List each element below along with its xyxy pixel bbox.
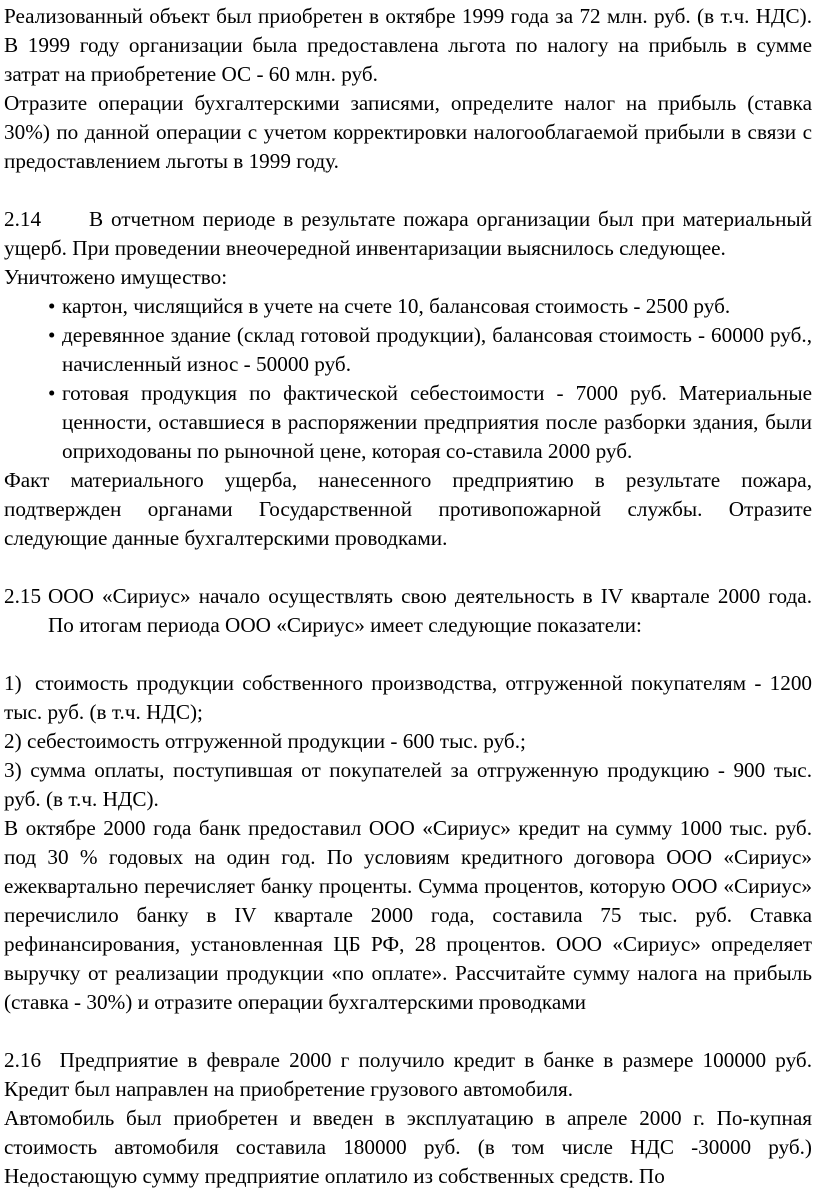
bullet-icon: • xyxy=(48,323,56,347)
list-item xyxy=(4,321,812,379)
task-2-16-text xyxy=(4,1046,812,1104)
list-item-text: деревянное здание (склад готовой продукции), балансовая стоимость - 60000 руб., начисленный износ - 50000 руб. xyxy=(62,323,812,376)
task-number: 2.15 xyxy=(4,584,42,608)
numbered-item xyxy=(4,727,812,756)
task-2-16 xyxy=(4,1046,812,1191)
task-2-14-text xyxy=(4,205,812,263)
intro-paragraph-2: Отразите операции бухгалтерскими записями, определите налог на прибыль (ставка 30%) по данной операции с учетом корректировки налогооблагаемой прибыли в связи с предоставлением льготы в 1999 году. xyxy=(4,91,812,173)
spacer xyxy=(4,553,812,582)
item-text: стоимость продукции собственного производства, отгруженной покупателям - 1200 тыс. руб. (в т.ч. НДС); xyxy=(4,671,812,724)
task-2-14-closing: Факт материального ущерба, нанесенного предприятию в результате пожара, подтвержден органами Государственной противопожарной службы. Отразите следующие данные бухгалтерскими проводками. xyxy=(4,468,812,550)
list-item-text: картон, числящийся в учете на счете 10, балансовая стоимость - 2500 руб. xyxy=(62,294,731,318)
item-number: 2) xyxy=(4,729,22,753)
task-number: 2.16 xyxy=(4,1048,42,1072)
task-statement: В отчетном периоде в результате пожара организации был при материальный ущерб. При проведении внеочередной инвентаризации выяснилось следующее. xyxy=(4,207,812,260)
task-2-14 xyxy=(4,205,812,553)
item-number: 1) xyxy=(4,671,22,695)
spacer xyxy=(4,1017,812,1046)
task-2-15 xyxy=(4,582,812,1017)
task-statement: ООО «Сириус» начало осуществлять свою деятельность в IV квартале 2000 года. По итогам периода ООО «Сириус» имеет следующие показатели: xyxy=(48,584,812,637)
numbered-item xyxy=(4,669,812,727)
item-text: сумма оплаты, поступившая от покупателей за отгруженную продукцию - 900 тыс. руб. (в т.ч. НДС). xyxy=(4,758,812,811)
task-2-15-closing: В октябре 2000 года банк предоставил ООО «Сириус» кредит на сумму 1000 тыс. руб. под 30 % годовых на один год. По условиям кредитного договора ООО «Сириус» ежеквартально перечисляет банку проценты. Сумма процентов, которую ООО «Сириус» перечислило банку в IV квартале 2000 года, составила 75 тыс. руб. Ставка рефинансирования, установленная ЦБ РФ, 28 процентов. ООО «Сириус» определяет выручку от реализации продукции «по оплате». Рассчитайте сумму налога на прибыль (ставка - 30%) и отразите операции бухгалтерскими проводками xyxy=(4,816,812,1014)
task-2-15-text xyxy=(4,582,812,640)
intro-paragraph-1: Реализованный объект был приобретен в октябре 1999 года за 72 млн. руб. (в т.ч. НДС). В 1999 году организации была предоставлена льгота по налогу на прибыль в сумме затрат на приобретение ОС - 60 млн. руб. xyxy=(4,4,812,86)
task-2-16-continuation: Автомобиль был приобретен и введен в эксплуатацию в апреле 2000 г. По-купная стоимость автомобиля составила 180000 руб. (в том числе НДС -30000 руб.) Недостающую сумму предприятие оплатило из собственных средств. По xyxy=(4,1106,812,1188)
task-statement: Предприятие в феврале 2000 г получило кредит в банке в размере 100000 руб. Кредит был направлен на приобретение грузового автомобиля. xyxy=(4,1048,812,1101)
item-number: 3) xyxy=(4,758,22,782)
list-item-text: готовая продукция по фактической себестоимости - 7000 руб. Материальные ценности, оставшиеся в распоряжении предприятия после разборки здания, были оприходованы по рыночной цене, которая со-ставила 2000 руб. xyxy=(62,381,812,463)
bullet-icon: • xyxy=(48,381,56,405)
bullet-icon: • xyxy=(48,294,56,318)
list-intro: Уничтожено имущество: xyxy=(4,265,228,289)
spacer xyxy=(4,640,812,669)
task-number: 2.14 xyxy=(4,207,42,231)
item-text: себестоимость отгруженной продукции - 600 тыс. руб.; xyxy=(26,729,526,753)
list-item xyxy=(4,379,812,466)
list-item xyxy=(4,292,812,321)
spacer xyxy=(4,176,812,205)
numbered-item xyxy=(4,756,812,814)
bullet-list xyxy=(4,292,812,466)
